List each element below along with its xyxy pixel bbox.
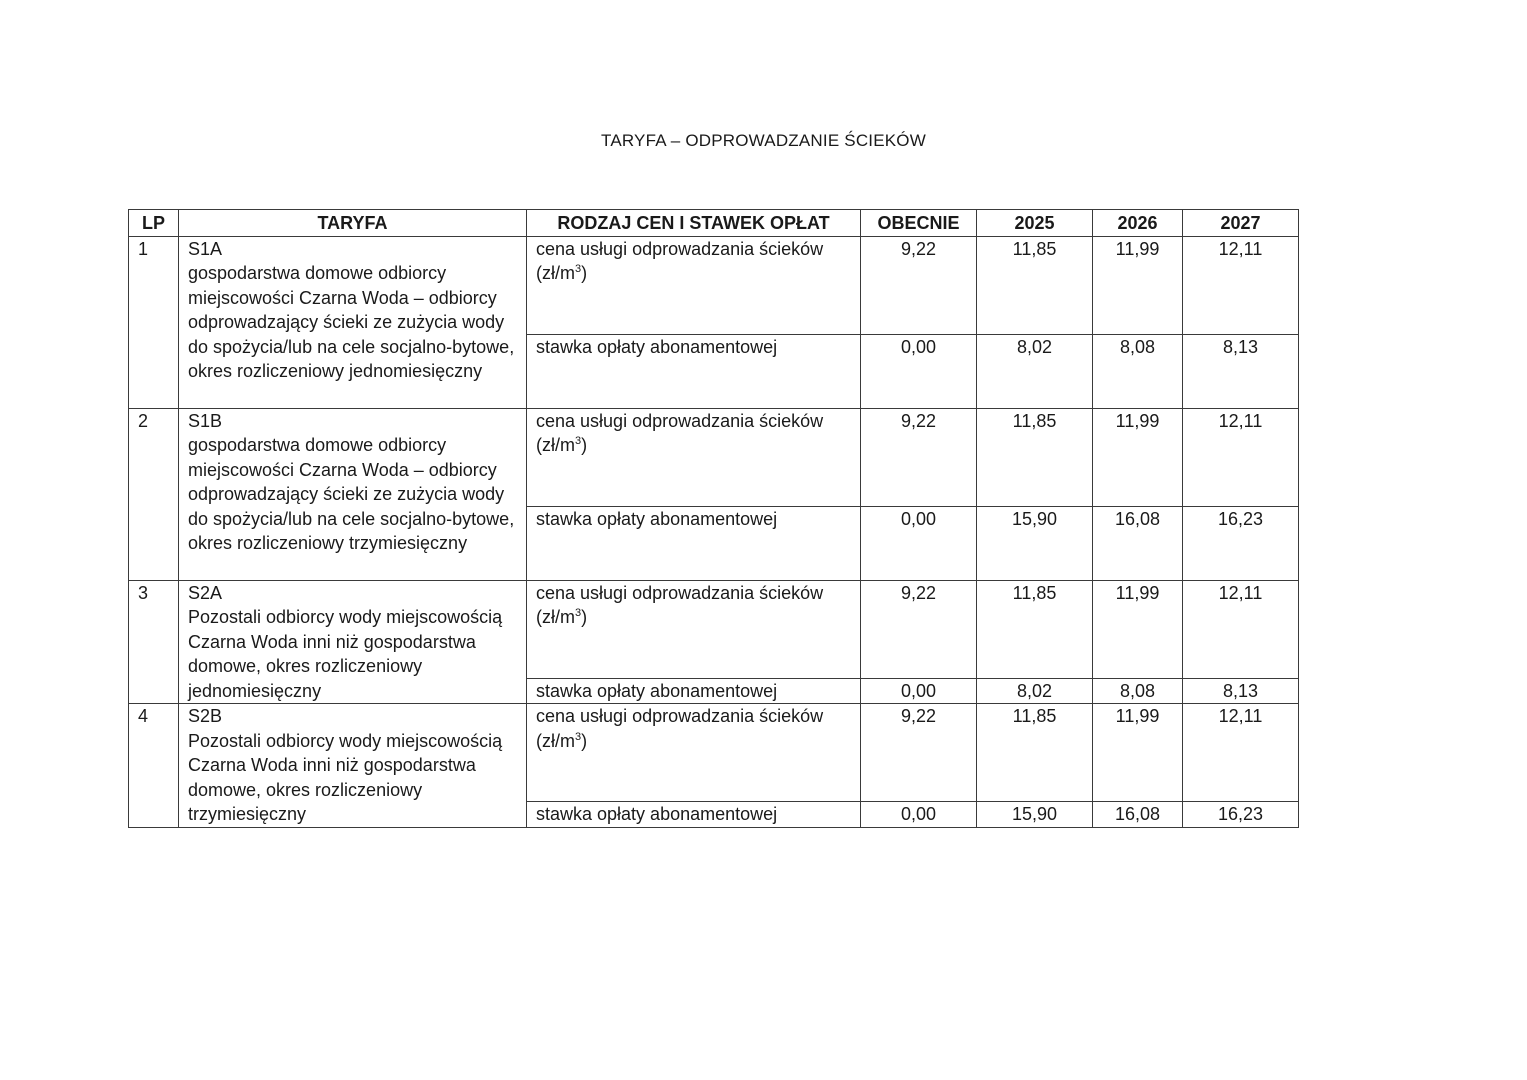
header-current: OBECNIE	[861, 210, 977, 237]
rate-2025: 11,85	[977, 704, 1093, 802]
header-fee-type: RODZAJ CEN I STAWEK OPŁAT	[527, 210, 861, 237]
tariff-description: Pozostali odbiorcy wody miejscowością Czarna Woda inni niż gospodarstwa domowe, okres rozliczeniowy jednomiesięczny	[188, 607, 503, 701]
rate-2027: 12,11	[1183, 408, 1299, 506]
unit-exponent: 3	[575, 607, 582, 619]
fee-2027: 8,13	[1183, 334, 1299, 408]
unit-exponent: 3	[575, 435, 582, 447]
rate-2027: 12,11	[1183, 704, 1299, 802]
fee-2025: 8,02	[977, 334, 1093, 408]
rate-2025: 11,85	[977, 408, 1093, 506]
unit-close: )	[581, 435, 588, 455]
fee-current: 0,00	[861, 802, 977, 828]
rate-2027: 12,11	[1183, 236, 1299, 334]
header-2027: 2027	[1183, 210, 1299, 237]
row-lp: 1	[129, 236, 179, 408]
rate-label: cena usługi odprowadzania ścieków (zł/m	[536, 706, 824, 751]
fee-2027: 16,23	[1183, 802, 1299, 828]
fee-2026: 8,08	[1093, 678, 1183, 704]
tariff-cell	[179, 236, 527, 408]
fee-current: 0,00	[861, 678, 977, 704]
header-2025: 2025	[977, 210, 1093, 237]
fee-2026: 8,08	[1093, 334, 1183, 408]
fee-2026: 16,08	[1093, 802, 1183, 828]
tariff-code: S2B	[188, 706, 223, 726]
fee-2027: 8,13	[1183, 678, 1299, 704]
header-tariff: TARYFA	[179, 210, 527, 237]
rate-2025: 11,85	[977, 236, 1093, 334]
fee-label: stawka opłaty abonamentowej	[527, 506, 861, 580]
rate-label-cell	[527, 408, 861, 506]
rate-2027: 12,11	[1183, 580, 1299, 678]
rate-label: cena usługi odprowadzania ścieków (zł/m	[536, 582, 824, 627]
fee-2025: 15,90	[977, 506, 1093, 580]
table-row	[129, 580, 1299, 678]
row-lp: 2	[129, 408, 179, 580]
row-lp: 4	[129, 704, 179, 828]
tariff-code: S1B	[188, 410, 223, 431]
rate-label: cena usługi odprowadzania ścieków (zł/m	[536, 410, 824, 455]
rate-current: 9,22	[861, 236, 977, 334]
tariff-description: gospodarstwa domowe odbiorcy miejscowości Czarna Woda – odbiorcy odprowadzający ścieki ze zużycia wody do spożycia/lub na cele socjalno-bytowe, okres rozliczeniowy jednomiesięczny	[188, 263, 515, 381]
tariff-code: S2A	[188, 582, 223, 603]
table-row	[129, 408, 1299, 506]
unit-close: )	[581, 730, 588, 751]
unit-exponent: 3	[575, 730, 582, 743]
table-row	[129, 236, 1299, 334]
fee-current: 0,00	[861, 334, 977, 408]
row-lp: 3	[129, 580, 179, 704]
rate-2026: 11,99	[1093, 704, 1183, 802]
table-row	[129, 704, 1299, 802]
rate-2026: 11,99	[1093, 580, 1183, 678]
fee-2025: 8,02	[977, 678, 1093, 704]
tariff-description: gospodarstwa domowe odbiorcy miejscowości Czarna Woda – odbiorcy odprowadzający ścieki ze zużycia wody do spożycia/lub na cele socjalno-bytowe, okres rozliczeniowy trzymiesięczny	[188, 435, 515, 553]
rate-current: 9,22	[861, 580, 977, 678]
rate-label-cell	[527, 704, 861, 802]
rate-label-cell	[527, 580, 861, 678]
tariff-cell	[179, 580, 527, 704]
fee-label: stawka opłaty abonamentowej	[527, 802, 861, 828]
tariff-cell	[179, 408, 527, 580]
rate-label-cell	[527, 236, 861, 334]
rate-current: 9,22	[861, 704, 977, 802]
unit-close: )	[581, 263, 588, 283]
tariff-description: Pozostali odbiorcy wody miejscowością Czarna Woda inni niż gospodarstwa domowe, okres rozliczeniowy trzymiesięczny	[188, 730, 503, 824]
tariff-table	[128, 209, 1299, 828]
header-lp: LP	[129, 210, 179, 237]
fee-label: stawka opłaty abonamentowej	[527, 678, 861, 704]
page-title: TARYFA – ODPROWADZANIE ŚCIEKÓW	[601, 131, 926, 150]
fee-2026: 16,08	[1093, 506, 1183, 580]
rate-2025: 11,85	[977, 580, 1093, 678]
rate-2026: 11,99	[1093, 236, 1183, 334]
table-header-row	[129, 210, 1299, 237]
tariff-code: S1A	[188, 238, 223, 259]
unit-exponent: 3	[575, 263, 582, 275]
rate-2026: 11,99	[1093, 408, 1183, 506]
rate-label: cena usługi odprowadzania ścieków (zł/m	[536, 238, 824, 283]
fee-2025: 15,90	[977, 802, 1093, 828]
fee-2027: 16,23	[1183, 506, 1299, 580]
header-2026: 2026	[1093, 210, 1183, 237]
fee-label: stawka opłaty abonamentowej	[527, 334, 861, 408]
tariff-cell	[179, 704, 527, 828]
fee-current: 0,00	[861, 506, 977, 580]
unit-close: )	[581, 607, 588, 627]
rate-current: 9,22	[861, 408, 977, 506]
